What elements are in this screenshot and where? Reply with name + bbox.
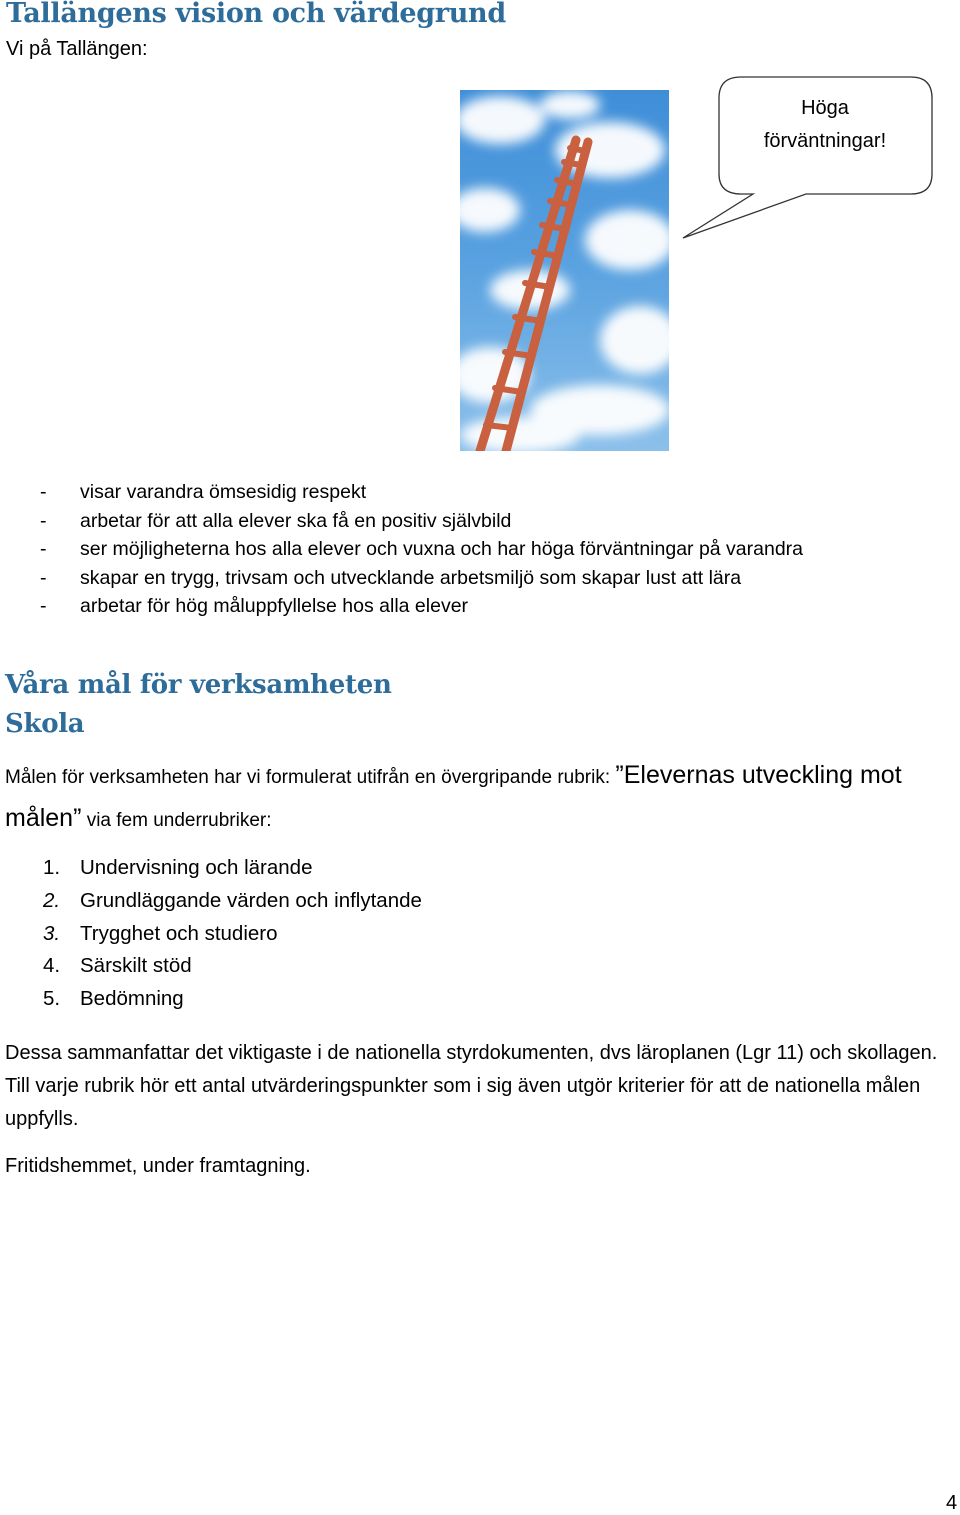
goals-text-2: via fem underrubriker:	[81, 810, 272, 831]
list-bullet: -	[40, 538, 47, 560]
page-number: 4	[946, 1492, 958, 1514]
sub-heading-list	[43, 852, 422, 1016]
list-item	[43, 918, 422, 951]
list-item-text: arbetar för att alla elever ska få en positiv självbild	[80, 509, 512, 532]
goals-highlight: ”Elevernas utveckling mot målen”	[5, 761, 902, 832]
list-item-text: visar varandra ömsesidig respekt	[80, 481, 367, 503]
goals-text-1: Målen för verksamheten har vi formulerat utifrån en övergripande rubrik:	[5, 767, 616, 788]
list-item-text: Grundläggande värden och inflytande	[80, 888, 422, 912]
goals-paragraph	[5, 755, 950, 841]
bubble-line-1: Höga	[801, 97, 849, 119]
list-bullet: -	[40, 566, 47, 589]
list-item	[40, 535, 803, 564]
list-number: 1.	[43, 856, 61, 879]
list-item	[43, 950, 422, 983]
bubble-line-2: förväntningar!	[763, 130, 887, 152]
fritids-note: Fritidshemmet, under framtagning.	[5, 1155, 311, 1177]
list-item	[43, 852, 422, 885]
list-item	[40, 564, 803, 593]
school-heading: Skola	[5, 709, 85, 739]
list-number: 4.	[43, 954, 61, 978]
speech-bubble	[740, 92, 910, 158]
list-number: 2.	[43, 888, 61, 912]
list-item-text: arbetar för hög måluppfyllelse hos alla elever	[80, 595, 469, 617]
list-item-text: Undervisning och lärande	[80, 856, 313, 879]
list-bullet: -	[40, 595, 47, 617]
list-item	[43, 983, 422, 1016]
list-item	[40, 478, 803, 507]
page-title: Tallängens vision och värdegrund	[6, 0, 506, 29]
list-bullet: -	[40, 481, 47, 503]
list-item-text: Särskilt stöd	[80, 954, 192, 978]
list-item-text: Trygghet och studiero	[80, 921, 278, 945]
intro-text: Vi på Tallängen:	[6, 38, 148, 60]
list-bullet: -	[40, 509, 47, 532]
list-number: 5.	[43, 987, 61, 1011]
summary-paragraph: Dessa sammanfattar det viktigaste i de nationella styrdokumenten, dvs läroplanen (Lgr 11) och skollagen. Till varje rubrik hör ett antal utvärderingspunkter som i sig även utgör kriterier för att de nationella målen uppfylls.	[5, 1042, 938, 1130]
ladder-sky-image	[460, 90, 669, 451]
list-item-text: Bedömning	[80, 987, 184, 1011]
list-item	[40, 507, 803, 536]
list-item	[43, 885, 422, 918]
list-item-text: skapar en trygg, trivsam och utvecklande arbetsmiljö som skapar lust att lära	[80, 566, 742, 589]
list-item	[40, 592, 803, 621]
list-item-text: ser möjligheterna hos alla elever och vuxna och har höga förväntningar på varandra	[80, 538, 804, 560]
goals-heading: Våra mål för verksamheten	[5, 670, 392, 700]
list-number: 3.	[43, 921, 61, 945]
vision-list	[40, 478, 803, 621]
